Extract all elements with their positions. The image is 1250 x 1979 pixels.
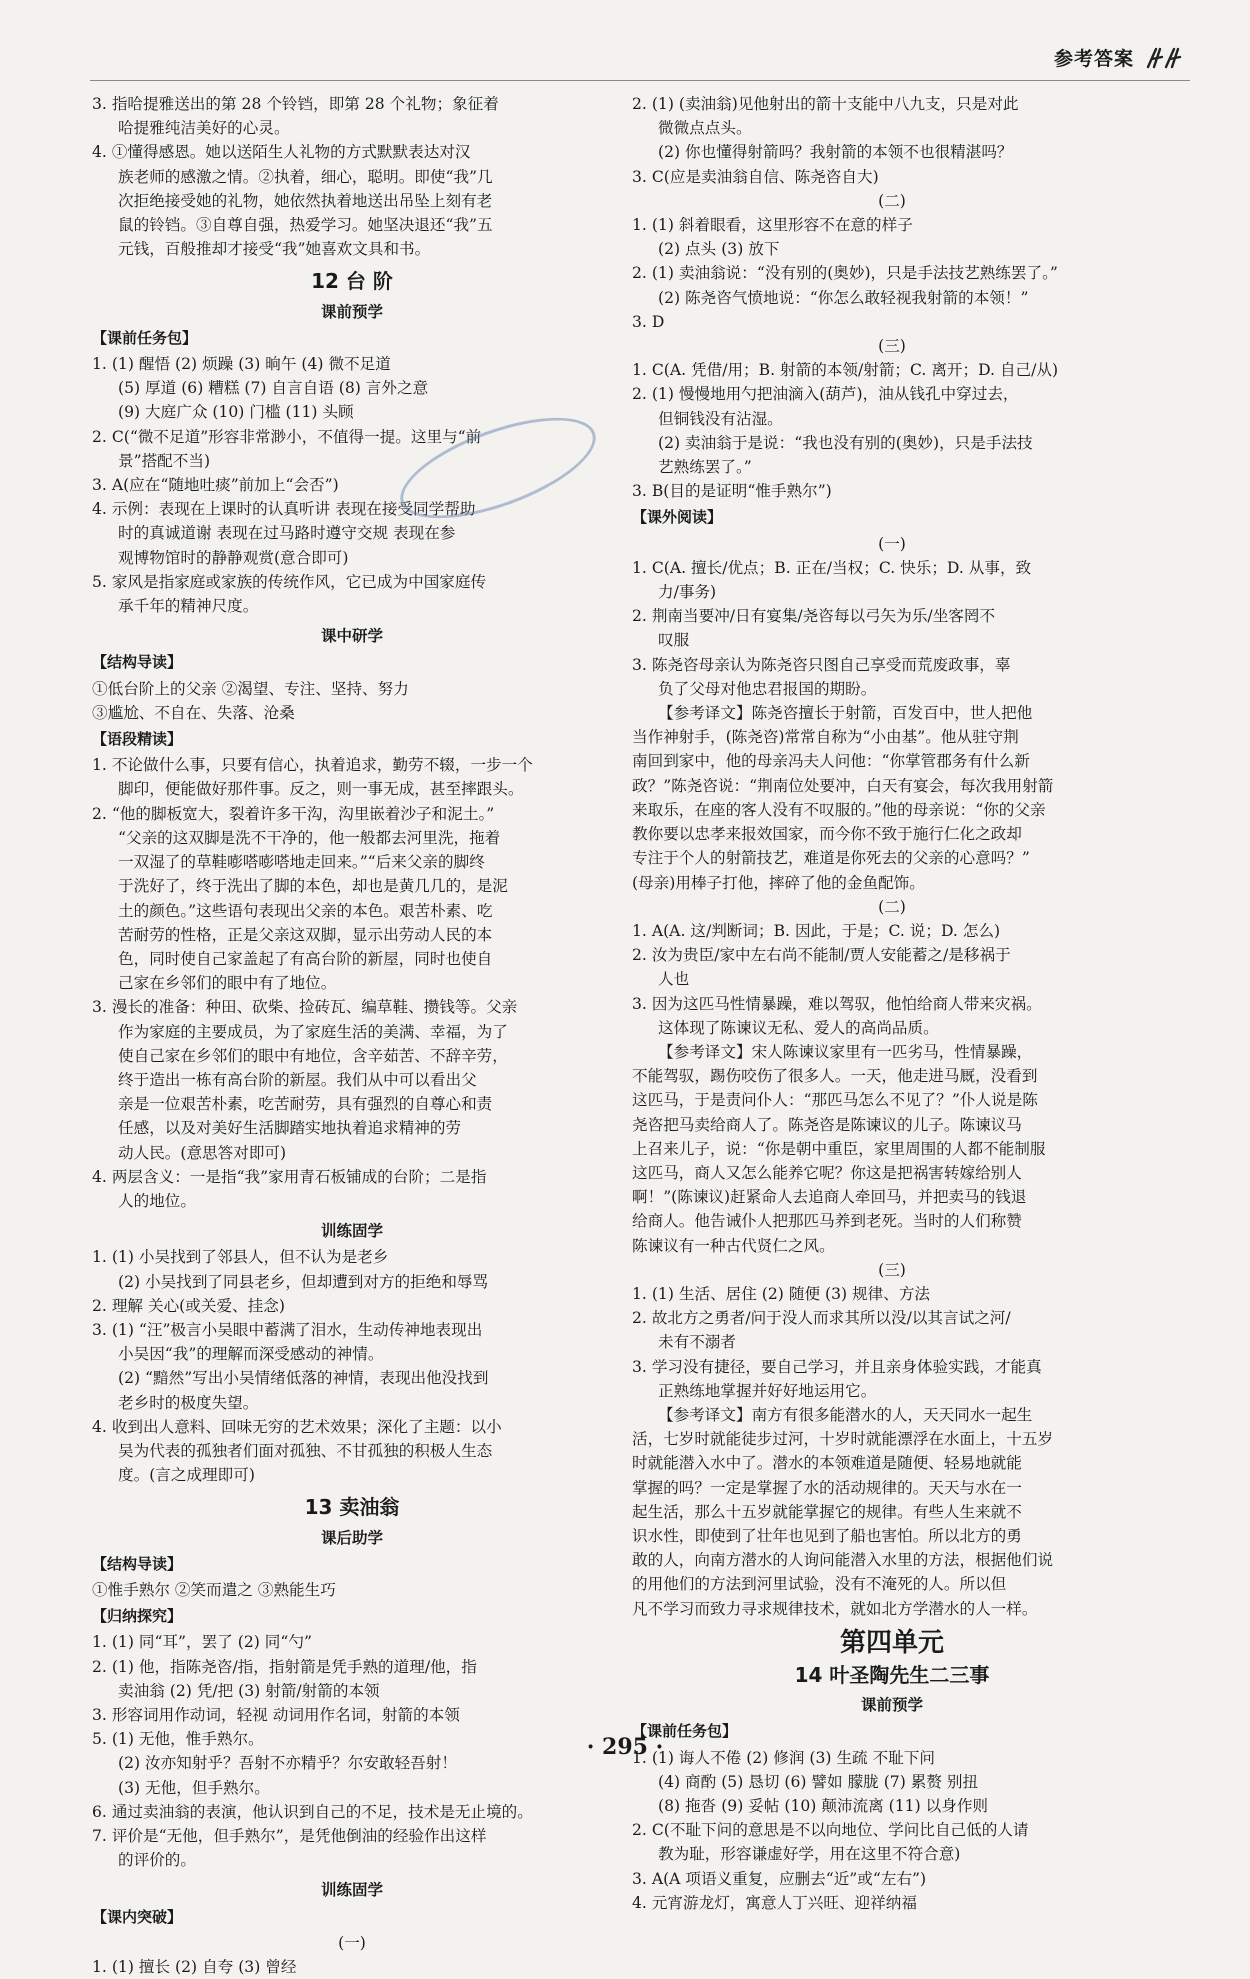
answer-line: 4. 元宵游龙灯，寓意人丁兴旺、迎祥纳福: [632, 1893, 917, 1912]
answer-line-indented: 但铜钱没有沾湿。: [658, 409, 783, 428]
answer-line: 3. 陈尧咨母亲认为陈尧咨只图自己享受而荒废政事，辜: [632, 655, 1011, 674]
answer-line-indented: 终于造出一栋有高台阶的新屋。我们从中可以看出父: [118, 1070, 477, 1089]
answer-line-indented: 人的地位。: [118, 1191, 196, 1210]
section-heading: 训练固学: [320, 1881, 383, 1900]
answer-line-indented: 【参考译文】陈尧咨擅长于射箭，百发百中，世人把他: [658, 704, 1033, 723]
answer-line: 1. A(A. 这/判断词；B. 因此，于是；C. 说；D. 怎么): [632, 921, 1001, 940]
answer-line-indented: 任感，以及对美好生活脚踏实地执着追求精神的劳: [118, 1119, 462, 1138]
answer-line: 1. (1) 醒悟 (2) 烦躁 (3) 晌午 (4) 微不足道: [92, 355, 391, 374]
answer-line-indented: (3) 无他，但手熟尔。: [118, 1778, 270, 1797]
answer-line-indented: 【参考译文】宋人陈谏议家里有一匹劣马，性情暴躁，: [658, 1042, 1033, 1061]
left-column: [92, 92, 612, 1979]
answer-line: 3. 指哈提雅送出的第 28 个铃铛，即第 28 个礼物；象征着: [92, 95, 499, 113]
answer-line: 3. A(A 项语义重复，应删去“近”或“左右”): [632, 1869, 927, 1888]
answer-line: 1. C(A. 凭借/用；B. 射箭的本领/射箭；C. 离开；D. 自己/从): [632, 361, 1059, 380]
answer-line: 4. 两层含义：一是指“我”家用青石板铺成的台阶；二是指: [92, 1167, 487, 1186]
answer-line-indented: 承千年的精神尺度。: [118, 597, 259, 616]
answer-line: 来取乐，在座的客人没有不叹服的。”他的母亲说：“你的父亲: [632, 800, 1046, 819]
answer-line: 2. C(“微不足道”形容非常渺小，不值得一提。这里与“前: [92, 427, 482, 446]
answer-line: ①惟手熟尔 ②笑而遣之 ③熟能生巧: [92, 1580, 336, 1599]
bracket-heading: 【结构导读】: [92, 1554, 183, 1573]
answer-line-indented: 元钱，百般推却才接受“我”她喜欢文具和书。: [118, 240, 431, 259]
unit-title: 第四单元: [839, 1627, 944, 1658]
answer-line: 2. (1) 慢慢地用勺把油滴入(葫芦)，油从钱孔中穿过去，: [632, 385, 1019, 404]
answer-line-indented: (2) “黯然”写出小吴情绪低落的神情，表现出他没找到: [118, 1369, 489, 1388]
answer-line-indented: (4) 商酌 (5) 恳切 (6) 譬如 朦胧 (7) 累赘 别扭: [658, 1772, 979, 1791]
right-column: [632, 92, 1152, 1915]
answer-line: 3. C(应是卖油翁自信、陈尧咨自大): [632, 167, 879, 186]
answer-line: 3. (1) “汪”极言小吴眼中蓄满了泪水，生动传神地表现出: [92, 1320, 483, 1339]
bracket-heading: 【课外阅读】: [632, 508, 723, 527]
answer-line-indented: 教为耻，形容谦虚好学，用在这里不符合意): [658, 1845, 961, 1864]
answer-line: 给商人。他告诫仆人把那匹马养到老死。当时的人们称赞: [632, 1212, 1022, 1231]
answer-line-indented: 艺熟练罢了。”: [658, 458, 752, 477]
part-number: (二): [878, 191, 906, 210]
page-number: · 295 ·: [586, 1734, 664, 1760]
answer-line: (母亲)用棒子打他，摔碎了他的金鱼配饰。: [632, 873, 925, 892]
header-title: 参考答案: [1053, 48, 1134, 70]
answer-line: 的用他们的方法到河里试验，没有不淹死的人。所以但: [632, 1575, 1007, 1594]
answer-line-indented: 己家在乡邻们的眼中有了地位。: [118, 974, 337, 993]
answer-line-indented: (2) 卖油翁于是说：“我也没有别的(奥妙)，只是手法技: [658, 433, 1033, 452]
bracket-heading: 【语段精读】: [92, 730, 183, 749]
part-number: (二): [878, 897, 906, 916]
answer-line-indented: 土的颜色。”这些语句表现出父亲的本色。艰苦朴素、吃: [118, 901, 493, 920]
answer-line-indented: 力/事务): [658, 583, 717, 602]
answer-line: 6. 通过卖油翁的表演，他认识到自己的不足，技术是无止境的。: [92, 1802, 533, 1821]
answer-line: 2. 汝为贵臣/家中左右尚不能制/贾人安能蓄之/是移祸于: [632, 946, 1011, 965]
answer-line: 4. 示例：表现在上课时的认真听讲 表现在接受同学帮助: [92, 500, 476, 519]
answer-line-indented: 小吴因“我”的理解而深受感动的神情。: [118, 1345, 384, 1364]
answer-line-indented: 一双湿了的草鞋嘭嗒嘭嗒地走回来。”“后来父亲的脚终: [118, 853, 485, 872]
answer-line: 识水性，即使到了壮年也见到了船也害怕。所以北方的勇: [632, 1526, 1022, 1545]
answer-line: 3. B(目的是证明“惟手熟尔”): [632, 482, 832, 501]
section-heading: 课前预学: [320, 302, 383, 321]
bracket-heading: 【结构导读】: [92, 653, 183, 672]
lesson-title: 13 卖油翁: [304, 1495, 400, 1520]
answer-line-indented: 作为家庭的主要成员，为了家庭生活的美满、幸福，为了: [118, 1022, 508, 1041]
answer-line: 专注于个人的射箭技艺，难道是你死去的父亲的心意吗？”: [632, 849, 1030, 868]
answer-line: 这匹马，于是责问仆人：“那匹马怎么不见了？”仆人说是陈: [632, 1091, 1038, 1110]
answer-line: 1. (1) 生活、居住 (2) 随便 (3) 规律、方法: [632, 1284, 931, 1303]
part-number: (三): [878, 337, 906, 356]
answer-line: 1. (1) 同“耳”，罢了 (2) 同“勺”: [92, 1633, 312, 1652]
lesson-title: 14 叶圣陶先生二三事: [794, 1663, 990, 1687]
answer-line-indented: 负了父母对他忠君报国的期盼。: [658, 679, 877, 698]
answer-line-indented: 动人民。(意思答对即可): [118, 1143, 287, 1162]
answer-line-indented: 老乡时的极度失望。: [118, 1393, 259, 1412]
answer-line: 2. (1) 卖油翁说：“没有别的(奥妙)，只是手法技艺熟练罢了。”: [632, 264, 1058, 283]
answer-line: 南回到家中，他的母亲冯夫人问他：“你掌管郡务有什么新: [632, 752, 1030, 771]
answer-line: 5. (1) 无他，惟手熟尔。: [92, 1730, 264, 1749]
answer-line: 上召来儿子，说：“你是朝中重臣，家里周围的人都不能制服: [632, 1139, 1046, 1158]
answer-line: 3. A(应在“随地吐痰”前加上“会否”): [92, 476, 339, 495]
answer-line: 不能驾驭，踢伤咬伤了很多人。一天，他走进马厩，没看到: [632, 1067, 1038, 1086]
answer-line: 3. 因为这匹马性情暴躁，难以驾驭，他怕给商人带来灾祸。: [632, 994, 1042, 1013]
answer-line: 2. “他的脚板宽大，裂着许多干沟，沟里嵌着沙子和泥土。”: [92, 804, 495, 823]
answer-line: 陈谏议有一种古代贤仁之风。: [632, 1236, 835, 1255]
answer-line-indented: 族老师的感激之情。②执着，细心，聪明。即使“我”几: [118, 167, 493, 186]
answer-line: 敢的人，向南方潜水的人询问能潜入水里的方法，根据他们说: [632, 1551, 1054, 1570]
answer-line-indented: 脚印，便能做好那件事。反之，则一事无成，甚至摔跟头。: [118, 780, 524, 799]
answer-line-indented: 人也: [658, 970, 690, 989]
answer-line-indented: 于洗好了，终于洗出了脚的本色，却也是黄几几的，是泥: [118, 877, 508, 896]
section-heading: 训练固学: [320, 1222, 383, 1241]
answer-line: ③尴尬、不自在、失落、沧桑: [92, 703, 295, 722]
answer-line: 这匹马，商人又怎么能养它呢？你这是把祸害转嫁给别人: [632, 1163, 1022, 1182]
answer-line: 起生活，那么十五岁就能掌握它的规律。有些人生来就不: [632, 1502, 1022, 1521]
section-heading: 课中研学: [320, 627, 383, 646]
answer-line: 2. 荆南当要冲/日有宴集/尧咨每以弓矢为乐/坐客罔不: [632, 607, 996, 626]
answer-line: 2. (1) 他，指陈尧咨/指，指射箭是凭手熟的道理/他，指: [92, 1657, 477, 1676]
answer-line-indented: 微微点点头。: [658, 119, 752, 138]
answer-line-indented: 吴为代表的孤独者们面对孤独、不甘孤独的积极人生态: [118, 1441, 493, 1460]
answer-line-indented: (2) 小吴找到了同县老乡，但却遭到对方的拒绝和辱骂: [118, 1272, 489, 1291]
answer-line-indented: 时的真诚道谢 表现在过马路时遵守交规 表现在参: [118, 524, 456, 543]
answer-line: 1. C(A. 擅长/优点；B. 正在/当权；C. 快乐；D. 从事，致: [632, 558, 1032, 577]
answer-line: 活，七岁时就能徒步过河，十岁时就能漂浮在水面上，十五岁: [632, 1430, 1054, 1449]
answer-line: 1. (1) 斜着眼看，这里形容不在意的样子: [632, 216, 913, 235]
answer-line: 2. 故北方之勇者/问于没人而求其所以没/以其言试之河/: [632, 1309, 1011, 1328]
answer-line-indented: 度。(言之成理即可): [118, 1466, 255, 1485]
answer-line: 尧咨把马卖给商人了。陈尧咨是陈谏议的儿子。陈谏议马: [632, 1115, 1022, 1134]
answer-line-indented: 卖油翁 (2) 凭/把 (3) 射箭/射箭的本领: [118, 1681, 380, 1700]
answer-line-indented: 这体现了陈谏议无私、爱人的高尚品质。: [658, 1018, 939, 1037]
answer-line: 5. 家风是指家庭或家族的传统作风，它已成为中国家庭传: [92, 572, 487, 591]
answer-line-indented: 亲是一位艰苦朴素，吃苦耐劳，具有强烈的自尊心和责: [118, 1095, 493, 1114]
answer-line-indented: 哈提雅纯洁美好的心灵。: [118, 119, 290, 138]
answer-line-indented: (8) 拖沓 (9) 妥帖 (10) 颠沛流离 (11) 以身作则: [658, 1797, 989, 1816]
answer-line: 1. 不论做什么事，只要有信心，执着追求，勤劳不辍，一步一个: [92, 756, 533, 775]
answer-line-indented: (2) 点头 (3) 放下: [658, 240, 780, 259]
part-number: (一): [878, 534, 906, 553]
answer-line-indented: (9) 大庭广众 (10) 门槛 (11) 头顾: [118, 403, 354, 422]
answer-line-indented: 景”搭配不当): [118, 451, 211, 470]
answer-line-indented: 正熟练地掌握并好好地运用它。: [658, 1381, 877, 1400]
header-divider: [90, 80, 1190, 81]
answer-line-indented: 未有不溺者: [658, 1333, 736, 1352]
answer-line: 凡不学习而致力寻求规律技术，就如北方学潜水的人一样。: [632, 1599, 1038, 1618]
answer-line: 2. 理解 关心(或关爱、挂念): [92, 1296, 285, 1315]
answer-line: 教你要以忠孝来报效国家，而今你不致于施行仁化之政却: [632, 825, 1022, 844]
answer-line: 7. 评价是“无他，但手熟尔”，是凭他倒油的经验作出这样: [92, 1827, 487, 1846]
answer-line-indented: 叹服: [658, 631, 690, 650]
answer-line-indented: 鼠的铃铛。③自尊自强，热爱学习。她坚决退还“我”五: [118, 216, 493, 235]
answer-line: 啊！”(陈谏议)赶紧命人去追商人牵回马，并把卖马的钱退: [632, 1188, 1027, 1207]
answer-line: 3. 形容词用作动词，轻视 动词用作名词，射箭的本领: [92, 1706, 460, 1724]
answer-line: 时就能潜入水中了。潜水的本领难道是随便、轻易地就能: [632, 1454, 1022, 1473]
answer-line: 1. (1) 小吴找到了邻县人，但不认为是老乡: [92, 1248, 389, 1267]
section-heading: 课后助学: [320, 1528, 383, 1547]
answer-line: 掌握的吗？一定是掌握了水的活动规律的。天天与水在一: [632, 1478, 1022, 1497]
answer-line: 当作神射手，(陈尧咨)常常自称为“小由基”。他从驻守荆: [632, 728, 1019, 747]
bracket-heading: 【课内突破】: [92, 1907, 183, 1926]
part-number: (一): [338, 1933, 366, 1952]
answer-line-indented: 色，同时使自己家盖起了有高台阶的新屋，同时也使自: [118, 949, 493, 968]
bracket-heading: 【归纳探究】: [92, 1607, 183, 1626]
answer-line: 3. 学习没有捷径，要自己学习，并且亲身体验实践，才能真: [632, 1357, 1042, 1376]
answer-line: 4. ①懂得感恩。她以送陌生人礼物的方式默默表达对汉: [92, 143, 471, 162]
answer-line: 1. (1) 诲人不倦 (2) 修润 (3) 生疏 不耻下问: [632, 1748, 935, 1767]
answer-line-indented: 观博物馆时的静静观赏(意合即可): [118, 548, 349, 567]
part-number: (三): [878, 1260, 906, 1279]
answer-line-indented: (2) 汝亦知射乎？吾射不亦精乎？尔安敢轻吾射！: [118, 1754, 457, 1773]
section-heading: 课前预学: [860, 1696, 923, 1715]
answer-line: 3. 漫长的准备：种田、砍柴、捡砖瓦、编草鞋、攒钱等。父亲: [92, 998, 518, 1017]
answer-line: 政？”陈尧咨说：“荆南位处要冲，白天有宴会，每次我用射箭: [632, 776, 1054, 795]
answer-line: 2. (1) (卖油翁)见他射出的箭十支能中八九支，只是对此: [632, 95, 1019, 113]
lesson-title: 12 台 阶: [311, 269, 393, 294]
answer-line-indented: 苦耐劳的性格，正是父亲这双脚，显示出劳动人民的本: [118, 925, 493, 944]
answer-line: 4. 收到出人意料、回味无穷的艺术效果；深化了主题：以小: [92, 1417, 502, 1436]
answer-line-indented: “父亲的这双脚是洗不干净的，他一般都去河里洗，拖着: [118, 828, 501, 847]
answer-line-indented: 使自己家在乡邻们的眼中有地位，含辛茹苦、不辞辛劳，: [118, 1046, 508, 1065]
answer-line-indented: 次拒绝接受她的礼物，她依然执着地送出吊坠上刻有老: [118, 191, 493, 210]
answer-line-indented: 【参考译文】南方有很多能潜水的人，天天同水一起生: [658, 1405, 1033, 1424]
answer-line: 1. (1) 擅长 (2) 自夸 (3) 曾经: [92, 1958, 297, 1977]
answer-line-indented: 的评价的。: [118, 1851, 196, 1870]
answer-line-indented: (2) 你也懂得射箭吗？我射箭的本领不也很精湛吗？: [658, 143, 1013, 162]
page-header: [1054, 44, 1190, 71]
bracket-heading: 【课前任务包】: [632, 1722, 738, 1741]
answer-line-indented: (5) 厚道 (6) 糟糕 (7) 自言自语 (8) 言外之意: [118, 379, 429, 398]
answer-line: ①低台阶上的父亲 ②渴望、专注、坚持、努力: [92, 679, 409, 698]
answer-line: 3. D: [632, 312, 665, 331]
bracket-heading: 【课前任务包】: [92, 328, 198, 347]
answer-line: 2. C(不耻下问的意思是不以向地位、学问比自己低的人请: [632, 1821, 1029, 1840]
answer-line-indented: (2) 陈尧咨气愤地说：“你怎么敢轻视我射箭的本领！”: [658, 288, 1029, 307]
brand-logo-icon: [1144, 45, 1190, 71]
